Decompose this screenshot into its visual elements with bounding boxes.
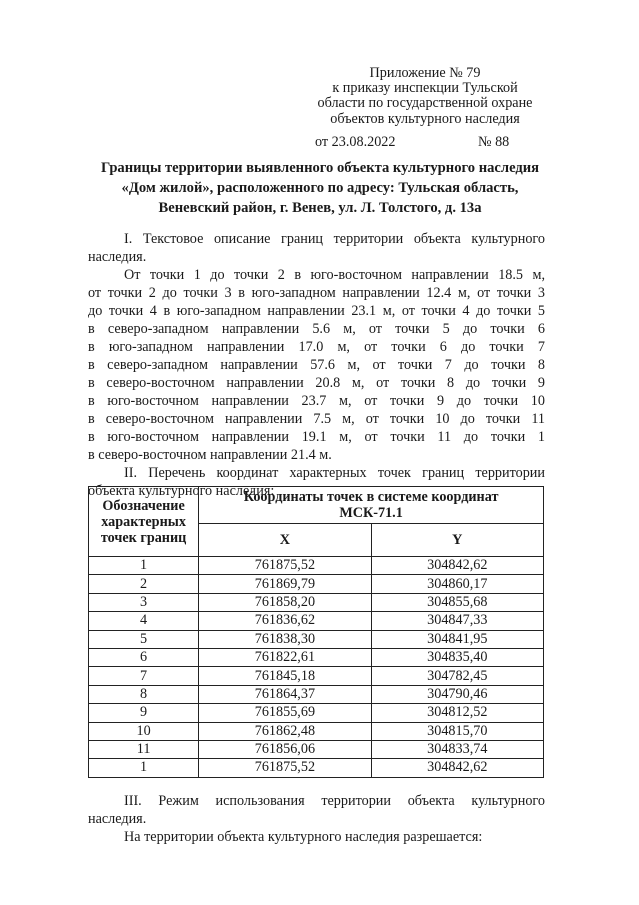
y-coordinate-cell: 304812,52 [371,704,543,722]
coordinates-table [88,486,544,778]
boundary-line: до точки 4 в юго-западном направлении 23.1 м, от точки 4 до точки 5 [88,303,545,319]
boundary-line: От точки 1 до точки 2 в юго-восточном направлении 18.5 м, [124,267,545,283]
table-row [89,759,544,777]
y-coordinate-cell: 304815,70 [371,722,543,740]
boundary-line: в северо-западном направлении 5.6 м, от точки 5 до точки 6 [88,321,545,337]
document-title [70,158,570,218]
y-column-header: Y [371,524,543,557]
title-line: «Дом жилой», расположенного по адресу: Тульская область, [121,180,519,196]
boundary-line: в юго-восточном направлении 19.1 м, от точки 11 до точки 1 [88,429,545,445]
point-column-header: Обозначение характерных точек границ [89,487,199,557]
y-coordinate-cell: 304833,74 [371,740,543,758]
x-column-header: X [199,524,371,557]
table-row [89,704,544,722]
x-coordinate-cell: 761862,48 [199,722,371,740]
y-coordinate-cell: 304842,62 [371,759,543,777]
boundary-line: в юго-восточном направлении 23.7 м, от точки 9 до точки 10 [88,393,545,409]
table-row [89,557,544,575]
section-1-heading: I. Текстовое описание границ территории объекта культурного [124,231,545,247]
x-coordinate-cell: 761869,79 [199,575,371,593]
x-coordinate-cell: 761845,18 [199,667,371,685]
order-number: № 88 [478,133,510,150]
boundary-line: в северо-восточном направлении 7.5 м, от точки 10 до точки 11 [88,411,545,427]
x-coordinate-cell: 761875,52 [199,557,371,575]
y-coordinate-cell: 304782,45 [371,667,543,685]
order-date-row [290,135,560,151]
table-row [89,593,544,611]
section-1 [88,230,545,500]
section-2-heading: II. Перечень координат характерных точек границ территории [124,465,545,481]
table-row [89,648,544,666]
coords-system-header: Координаты точек в системе координат МСК-71.1 [199,487,544,524]
point-number-cell: 10 [89,722,199,740]
point-number-cell: 3 [89,593,199,611]
point-number-cell: 7 [89,667,199,685]
point-number-cell: 6 [89,648,199,666]
section-2-heading-cont: объекта культурного наследия: [88,483,275,499]
y-coordinate-cell: 304842,62 [371,557,543,575]
x-coordinate-cell: 761875,52 [199,759,371,777]
table-row [89,740,544,758]
x-coordinate-cell: 761858,20 [199,593,371,611]
point-number-cell: 5 [89,630,199,648]
y-coordinate-cell: 304855,68 [371,593,543,611]
section-3 [88,792,545,846]
x-coordinate-cell: 761822,61 [199,648,371,666]
x-coordinate-cell: 761856,06 [199,740,371,758]
y-coordinate-cell: 304835,40 [371,648,543,666]
boundary-line: в северо-восточном направлении 20.8 м, от точки 8 до точки 9 [88,375,545,391]
point-number-cell: 9 [89,704,199,722]
point-number-cell: 11 [89,740,199,758]
boundary-line: в юго-западном направлении 17.0 м, от точки 6 до точки 7 [88,339,545,355]
title-line: Границы территории выявленного объекта культурного наследия [100,160,540,176]
title-line: Веневский район, г. Венев, ул. Л. Толстого, д. 13а [158,200,482,216]
y-coordinate-cell: 304790,46 [371,685,543,703]
point-number-cell: 1 [89,759,199,777]
point-number-cell: 1 [89,557,199,575]
section-1-heading-cont: наследия. [88,249,147,265]
section-3-heading-cont: наследия. [88,811,147,827]
point-number-cell: 4 [89,612,199,630]
y-coordinate-cell: 304860,17 [371,575,543,593]
boundary-line: в северо-восточном направлении 21.4 м. [88,447,332,463]
table-row [89,630,544,648]
boundary-line: в северо-западном направлении 57.6 м, от точки 7 до точки 8 [88,357,545,373]
table-row [89,722,544,740]
table-row [89,685,544,703]
appendix-number: Приложение № 79 [369,65,481,81]
inspection-name-cont: объектов культурного наследия [330,110,520,127]
point-number-cell: 2 [89,575,199,593]
appendix-header [290,66,560,151]
table-row [89,667,544,685]
table-row [89,612,544,630]
y-coordinate-cell: 304847,33 [371,612,543,630]
order-date: от 23.08.2022 [315,133,396,150]
x-coordinate-cell: 761864,37 [199,685,371,703]
y-coordinate-cell: 304841,95 [371,630,543,648]
boundary-line: от точки 2 до точки 3 в юго-западном направлении 12.4 м, от точки 3 [88,285,545,301]
inspection-name: области по государственной охране [317,95,533,112]
point-number-cell: 8 [89,685,199,703]
table-row [89,575,544,593]
section-3-text: На территории объекта культурного наследия разрешается: [124,829,483,845]
section-3-heading: III. Режим использования территории объекта культурного [124,793,545,809]
x-coordinate-cell: 761836,62 [199,612,371,630]
x-coordinate-cell: 761855,69 [199,704,371,722]
order-reference: к приказу инспекции Тульской [332,80,518,97]
x-coordinate-cell: 761838,30 [199,630,371,648]
